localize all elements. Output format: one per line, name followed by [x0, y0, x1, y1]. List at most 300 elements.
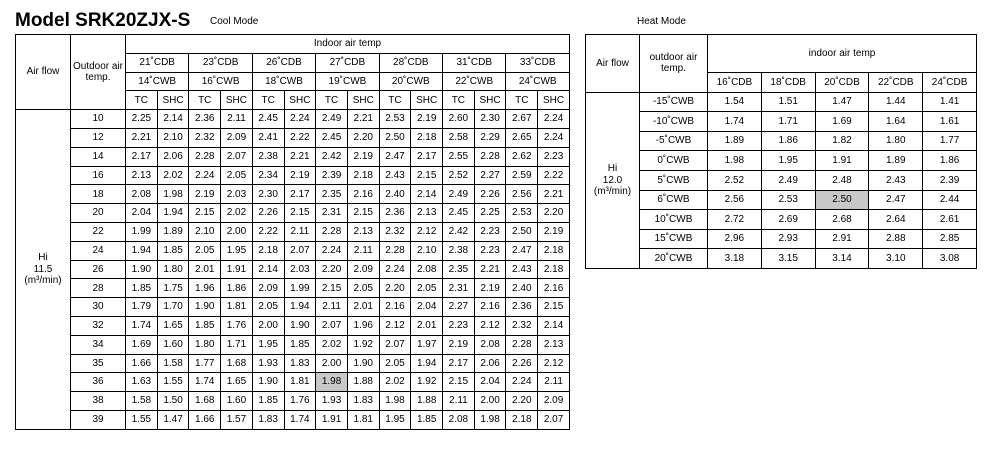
table-cell: 1.86 [761, 131, 815, 151]
table-cell: 1.90 [252, 373, 284, 392]
table-row [16, 298, 570, 317]
table-cell: 1.70 [157, 298, 189, 317]
shc-header: SHC [347, 91, 379, 110]
table-cell: 1.50 [157, 392, 189, 411]
table-cell: 1.77 [923, 131, 977, 151]
table-cell: 2.08 [443, 410, 475, 429]
table-cell: 2.18 [252, 241, 284, 260]
table-cell: 2.11 [538, 373, 570, 392]
table-row [16, 392, 570, 411]
table-cell: 2.24 [189, 166, 221, 185]
table-cell: 2.21 [284, 147, 316, 166]
table-cell: 2.59 [506, 166, 538, 185]
table-cell: 2.01 [347, 298, 379, 317]
table-cell: 1.66 [189, 410, 221, 429]
table-cell: 2.29 [474, 128, 506, 147]
table-cell: 2.22 [538, 166, 570, 185]
outdoor-temp-value: 30 [71, 298, 126, 317]
table-cell: 1.81 [221, 298, 253, 317]
table-cell: 2.08 [126, 185, 158, 204]
table-cell: 2.42 [316, 147, 348, 166]
table-cell: 2.39 [316, 166, 348, 185]
table-cell: 1.80 [869, 131, 923, 151]
table-cell: 2.25 [126, 110, 158, 129]
table-cell: 2.32 [379, 222, 411, 241]
table-cell: 2.07 [316, 316, 348, 335]
table-cell: 2.20 [538, 204, 570, 223]
table-cell: 2.45 [443, 204, 475, 223]
table-cell: 1.76 [221, 316, 253, 335]
table-cell: 2.21 [474, 260, 506, 279]
table-cell: 2.02 [316, 335, 348, 354]
cdb-header: 22˚CDB [869, 73, 923, 93]
heat-mode-label: Heat Mode [637, 16, 686, 27]
tc-header: TC [506, 91, 538, 110]
table-row [16, 410, 570, 429]
table-cell: 1.68 [189, 392, 221, 411]
table-cell: 2.11 [221, 110, 253, 129]
table-cell: 2.05 [379, 354, 411, 373]
table-row [16, 185, 570, 204]
cwb-header: 22˚CWB [443, 72, 506, 91]
table-cell: 1.91 [316, 410, 348, 429]
cdb-header: 27˚CDB [316, 53, 379, 72]
table-row [586, 249, 977, 269]
shc-header: SHC [221, 91, 253, 110]
table-row [16, 241, 570, 260]
table-cell: 2.26 [506, 354, 538, 373]
table-cell: 2.08 [411, 260, 443, 279]
table-row [16, 204, 570, 223]
table-cell: 2.52 [443, 166, 475, 185]
table-row [586, 190, 977, 210]
table-cell: 2.14 [157, 110, 189, 129]
table-cell: 1.85 [411, 410, 443, 429]
table-cell: 2.31 [443, 279, 475, 298]
indoor-temp-header: Indoor air temp [126, 35, 570, 54]
table-cell: 1.68 [221, 354, 253, 373]
table-cell: 2.03 [284, 260, 316, 279]
table-cell: 1.80 [189, 335, 221, 354]
table-cell: 1.74 [284, 410, 316, 429]
outdoor-temp-value: 6˚CWB [640, 190, 708, 210]
table-cell: 2.05 [189, 241, 221, 260]
table-cell: 1.80 [157, 260, 189, 279]
table-cell: 2.00 [316, 354, 348, 373]
table-cell: 1.55 [126, 410, 158, 429]
table-cell: 2.07 [284, 241, 316, 260]
table-cell: 1.92 [411, 373, 443, 392]
table-cell: 2.55 [443, 147, 475, 166]
table-cell: 2.15 [411, 166, 443, 185]
table-row [586, 131, 977, 151]
table-row [16, 279, 570, 298]
table-cell: 1.98 [379, 392, 411, 411]
table-cell: 2.47 [869, 190, 923, 210]
table-cell: 2.12 [474, 316, 506, 335]
table-row [16, 222, 570, 241]
table-cell: 1.83 [252, 410, 284, 429]
table-cell: 2.27 [474, 166, 506, 185]
outdoor-temp-header: Outdoor air temp. [71, 35, 126, 110]
table-row [16, 147, 570, 166]
table-cell: 2.53 [761, 190, 815, 210]
outdoor-temp-value: 20˚CWB [640, 249, 708, 269]
table-cell: 2.60 [443, 110, 475, 129]
outdoor-temp-value: 15˚CWB [640, 229, 708, 249]
table-row [16, 354, 570, 373]
cwb-header: 19˚CWB [316, 72, 379, 91]
table-cell: 1.97 [411, 335, 443, 354]
table-cell: 2.02 [157, 166, 189, 185]
table-cell: 2.08 [474, 335, 506, 354]
table-cell: 2.96 [708, 229, 762, 249]
table-cell: 1.41 [923, 92, 977, 112]
table-cell: 1.65 [221, 373, 253, 392]
table-cell: 2.93 [761, 229, 815, 249]
outdoor-temp-value: 28 [71, 279, 126, 298]
outdoor-temp-value: 14 [71, 147, 126, 166]
table-cell: 2.28 [189, 147, 221, 166]
table-cell: 1.65 [157, 316, 189, 335]
table-cell: 1.88 [411, 392, 443, 411]
table-cell: 2.14 [252, 260, 284, 279]
cdb-header: 16˚CDB [708, 73, 762, 93]
table-cell: 2.53 [506, 204, 538, 223]
table-cell: 1.94 [126, 241, 158, 260]
table-cell: 1.55 [157, 373, 189, 392]
table-cell: 1.98 [157, 185, 189, 204]
cool-mode-label: Cool Mode [210, 16, 259, 27]
table-cell: 2.00 [474, 392, 506, 411]
table-cell: 2.34 [252, 166, 284, 185]
table-cell: 1.85 [284, 335, 316, 354]
table-cell: 3.15 [761, 249, 815, 269]
cdb-header: 31˚CDB [443, 53, 506, 72]
table-row [586, 112, 977, 132]
table-cell: 2.15 [347, 204, 379, 223]
table-cell: 2.36 [506, 298, 538, 317]
table-cell: 2.14 [411, 185, 443, 204]
table-row [16, 335, 570, 354]
table-cell: 2.05 [347, 279, 379, 298]
table-cell: 2.13 [126, 166, 158, 185]
table-cell: 2.40 [506, 279, 538, 298]
table-cell: 1.58 [126, 392, 158, 411]
table-cell: 2.18 [347, 166, 379, 185]
table-cell: 2.04 [126, 204, 158, 223]
table-cell: 2.50 [506, 222, 538, 241]
table-cell: 2.49 [761, 170, 815, 190]
table-cell: 1.95 [761, 151, 815, 171]
table-cell: 1.71 [761, 112, 815, 132]
table-cell: 2.20 [506, 392, 538, 411]
highlighted-cell: 1.98 [316, 373, 348, 392]
table-cell: 2.41 [252, 128, 284, 147]
table-cell: 1.81 [347, 410, 379, 429]
shc-header: SHC [284, 91, 316, 110]
outdoor-temp-value: 10 [71, 110, 126, 129]
tc-header: TC [316, 91, 348, 110]
outdoor-temp-value: 36 [71, 373, 126, 392]
table-cell: 2.17 [443, 354, 475, 373]
table-cell: 1.64 [869, 112, 923, 132]
table-cell: 2.02 [379, 373, 411, 392]
table-cell: 2.49 [316, 110, 348, 129]
table-cell: 3.08 [923, 249, 977, 269]
table-cell: 2.24 [538, 110, 570, 129]
table-cell: 2.38 [443, 241, 475, 260]
table-cell: 1.61 [923, 112, 977, 132]
table-cell: 2.12 [538, 354, 570, 373]
table-row [16, 166, 570, 185]
table-cell: 1.51 [761, 92, 815, 112]
table-cell: 2.28 [379, 241, 411, 260]
table-cell: 1.89 [157, 222, 189, 241]
table-cell: 2.45 [316, 128, 348, 147]
airflow-value: Hi 12.0 (m³/min) [586, 92, 640, 268]
table-cell: 2.11 [347, 241, 379, 260]
table-cell: 2.44 [923, 190, 977, 210]
table-cell: 2.26 [252, 204, 284, 223]
table-cell: 2.24 [379, 260, 411, 279]
outdoor-temp-value: 18 [71, 185, 126, 204]
table-cell: 2.58 [443, 128, 475, 147]
table-cell: 2.50 [379, 128, 411, 147]
outdoor-temp-value: 24 [71, 241, 126, 260]
outdoor-temp-value: 12 [71, 128, 126, 147]
table-cell: 2.43 [869, 170, 923, 190]
table-cell: 2.36 [379, 204, 411, 223]
heat-mode-table [585, 34, 977, 269]
table-cell: 1.58 [157, 354, 189, 373]
table-cell: 2.15 [538, 298, 570, 317]
shc-header: SHC [474, 91, 506, 110]
table-cell: 2.05 [411, 279, 443, 298]
table-cell: 2.24 [316, 241, 348, 260]
table-row [586, 92, 977, 112]
table-cell: 2.00 [221, 222, 253, 241]
table-cell: 1.85 [157, 241, 189, 260]
table-cell: 2.91 [815, 229, 869, 249]
table-cell: 2.17 [411, 147, 443, 166]
airflow-header: Air flow [586, 35, 640, 93]
table-cell: 2.47 [379, 147, 411, 166]
table-cell: 2.10 [157, 128, 189, 147]
table-cell: 2.19 [284, 166, 316, 185]
outdoor-temp-value: 10˚CWB [640, 210, 708, 230]
table-cell: 1.90 [347, 354, 379, 373]
outdoor-temp-value: 0˚CWB [640, 151, 708, 171]
table-cell: 2.10 [189, 222, 221, 241]
table-cell: 1.81 [284, 373, 316, 392]
table-cell: 1.90 [126, 260, 158, 279]
table-cell: 2.21 [126, 128, 158, 147]
table-cell: 1.79 [126, 298, 158, 317]
table-cell: 2.07 [538, 410, 570, 429]
table-cell: 2.15 [316, 279, 348, 298]
table-cell: 2.40 [379, 185, 411, 204]
table-cell: 2.13 [538, 335, 570, 354]
table-cell: 1.89 [869, 151, 923, 171]
table-cell: 2.17 [126, 147, 158, 166]
table-cell: 1.96 [347, 316, 379, 335]
outdoor-temp-value: 5˚CWB [640, 170, 708, 190]
airflow-header: Air flow [16, 35, 71, 110]
table-cell: 1.88 [347, 373, 379, 392]
table-cell: 2.19 [443, 335, 475, 354]
table-cell: 1.90 [284, 316, 316, 335]
table-row [16, 373, 570, 392]
table-cell: 2.56 [708, 190, 762, 210]
table-cell: 2.23 [474, 222, 506, 241]
table-cell: 2.23 [474, 241, 506, 260]
outdoor-temp-value: 32 [71, 316, 126, 335]
tc-header: TC [252, 91, 284, 110]
table-cell: 2.18 [538, 241, 570, 260]
table-cell: 2.49 [443, 185, 475, 204]
table-cell: 2.85 [923, 229, 977, 249]
cwb-header: 20˚CWB [379, 72, 442, 91]
table-cell: 2.13 [347, 222, 379, 241]
table-cell: 2.20 [347, 128, 379, 147]
table-cell: 1.74 [708, 112, 762, 132]
table-cell: 1.99 [284, 279, 316, 298]
table-cell: 1.86 [221, 279, 253, 298]
table-cell: 1.94 [411, 354, 443, 373]
table-cell: 1.75 [157, 279, 189, 298]
table-cell: 1.85 [252, 392, 284, 411]
cwb-header: 24˚CWB [506, 72, 570, 91]
table-cell: 2.56 [506, 185, 538, 204]
table-cell: 2.32 [506, 316, 538, 335]
table-cell: 2.05 [252, 298, 284, 317]
table-cell: 2.30 [474, 110, 506, 129]
table-cell: 2.06 [157, 147, 189, 166]
table-cell: 2.03 [221, 185, 253, 204]
table-cell: 2.16 [474, 298, 506, 317]
table-cell: 2.18 [411, 128, 443, 147]
table-cell: 2.88 [869, 229, 923, 249]
cwb-header: 18˚CWB [252, 72, 315, 91]
cdb-header: 28˚CDB [379, 53, 442, 72]
table-cell: 2.69 [761, 210, 815, 230]
table-cell: 2.18 [538, 260, 570, 279]
table-cell: 2.24 [506, 373, 538, 392]
table-cell: 2.07 [221, 147, 253, 166]
outdoor-temp-header: outdoor air temp. [640, 35, 708, 93]
table-cell: 2.19 [538, 222, 570, 241]
table-row [586, 151, 977, 171]
table-cell: 1.71 [221, 335, 253, 354]
table-row [16, 316, 570, 335]
table-cell: 1.91 [221, 260, 253, 279]
outdoor-temp-value: -5˚CWB [640, 131, 708, 151]
table-cell: 2.05 [221, 166, 253, 185]
table-cell: 2.35 [316, 185, 348, 204]
table-cell: 2.53 [379, 110, 411, 129]
table-cell: 2.62 [506, 147, 538, 166]
table-cell: 1.94 [157, 204, 189, 223]
table-cell: 2.04 [474, 373, 506, 392]
table-cell: 2.39 [923, 170, 977, 190]
table-cell: 2.26 [474, 185, 506, 204]
table-cell: 1.47 [157, 410, 189, 429]
cool-mode-table [15, 34, 570, 430]
table-cell: 1.89 [708, 131, 762, 151]
shc-header: SHC [157, 91, 189, 110]
model-title: Model SRK20ZJX-S [15, 10, 191, 31]
table-cell: 1.74 [126, 316, 158, 335]
table-cell: 3.18 [708, 249, 762, 269]
cwb-header: 14˚CWB [126, 72, 189, 91]
outdoor-temp-value: 38 [71, 392, 126, 411]
table-cell: 2.07 [379, 335, 411, 354]
table-cell: 2.22 [284, 128, 316, 147]
table-cell: 3.10 [869, 249, 923, 269]
table-cell: 2.16 [347, 185, 379, 204]
table-row [586, 170, 977, 190]
table-cell: 1.99 [126, 222, 158, 241]
table-cell: 2.28 [474, 147, 506, 166]
table-cell: 2.11 [284, 222, 316, 241]
outdoor-temp-value: 34 [71, 335, 126, 354]
table-cell: 2.38 [252, 147, 284, 166]
outdoor-temp-value: 39 [71, 410, 126, 429]
table-cell: 1.74 [189, 373, 221, 392]
table-cell: 1.92 [347, 335, 379, 354]
table-cell: 2.32 [189, 128, 221, 147]
table-cell: 2.20 [379, 279, 411, 298]
table-cell: 2.09 [538, 392, 570, 411]
table-cell: 2.21 [347, 110, 379, 129]
outdoor-temp-value: -15˚CWB [640, 92, 708, 112]
table-cell: 2.16 [379, 298, 411, 317]
table-cell: 1.91 [815, 151, 869, 171]
table-cell: 2.24 [284, 110, 316, 129]
table-cell: 2.01 [189, 260, 221, 279]
table-cell: 2.13 [411, 204, 443, 223]
table-cell: 2.16 [538, 279, 570, 298]
table-cell: 1.63 [126, 373, 158, 392]
table-cell: 2.15 [443, 373, 475, 392]
table-cell: 2.17 [284, 185, 316, 204]
shc-header: SHC [411, 91, 443, 110]
table-cell: 2.36 [189, 110, 221, 129]
table-cell: 1.98 [474, 410, 506, 429]
tc-header: TC [189, 91, 221, 110]
airflow-value: Hi 11.5 (m³/min) [16, 110, 71, 430]
table-cell: 1.76 [284, 392, 316, 411]
table-cell: 2.15 [284, 204, 316, 223]
table-cell: 2.72 [708, 210, 762, 230]
table-row [16, 260, 570, 279]
table-cell: 1.95 [379, 410, 411, 429]
table-cell: 1.86 [923, 151, 977, 171]
highlighted-cell: 2.50 [815, 190, 869, 210]
table-cell: 1.96 [189, 279, 221, 298]
table-row [586, 210, 977, 230]
table-cell: 1.60 [157, 335, 189, 354]
table-row [16, 110, 570, 129]
table-cell: 2.64 [869, 210, 923, 230]
table-cell: 2.10 [411, 241, 443, 260]
table-cell: 1.47 [815, 92, 869, 112]
tc-header: TC [443, 91, 475, 110]
table-cell: 2.19 [347, 147, 379, 166]
table-cell: 2.48 [815, 170, 869, 190]
table-cell: 2.31 [316, 204, 348, 223]
